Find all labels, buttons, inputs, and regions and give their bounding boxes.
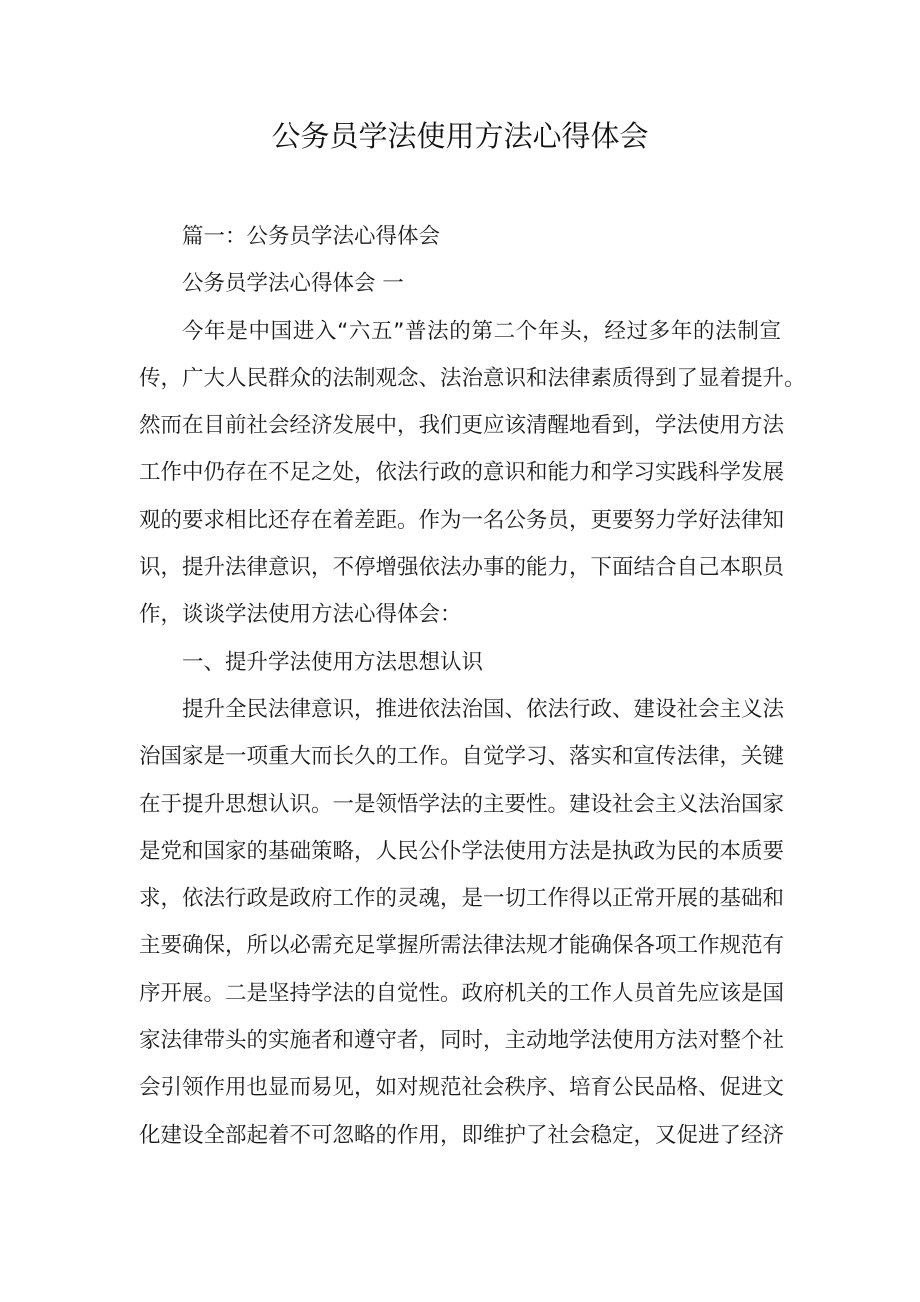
paragraph-line: 提升全民法律意识，推进依法治国、依法行政、建设社会主义法 <box>182 696 785 722</box>
paragraph-line: 识，提升法律意识，不停增强依法办事的能力，下面结合自己本职员 <box>139 555 785 581</box>
document-body <box>139 213 806 1159</box>
paragraph-line: 是党和国家的基础策略，人民公仆学法使用方法是执政为民的本质要 <box>139 838 785 864</box>
subsection-heading: 公务员学法心得体会 一 <box>182 271 404 297</box>
paragraph-line: 治国家是一项重大而长久的工作。自觉学习、落实和宣传法律，关键 <box>139 744 785 770</box>
paragraph-line: 主要确保，所以必需充足掌握所需法律法规才能确保各项工作规范有 <box>139 933 785 959</box>
paragraph-line: 作，谈谈学法使用方法心得体会： <box>139 602 462 628</box>
paragraph-line: 在于提升思想认识。一是领悟学法的主要性。建设社会主义法治国家 <box>139 791 785 817</box>
paragraph-line: 求，依法行政是政府工作的灵魂，是一切工作得以正常开展的基础和 <box>139 886 785 912</box>
paragraph-line: 会引领作用也显而易见，如对规范社会秩序、培育公民品格、促进文 <box>139 1075 785 1101</box>
section-heading: 篇一：公务员学法心得体会 <box>182 224 441 249</box>
document-title: 公务员学法使用方法心得体会 <box>271 119 649 153</box>
paragraph-line: 传，广大人民群众的法制观念、法治意识和法律素质得到了显着提升。 <box>139 365 806 391</box>
paragraph-line: 工作中仍存在不足之处，依法行政的意识和能力和学习实践科学发展 <box>139 460 785 486</box>
paragraph-line: 序开展。二是坚持学法的自觉性。政府机关的工作人员首先应该是国 <box>139 980 785 1006</box>
paragraph-line: 家法律带头的实施者和遵守者，同时，主动地学法使用方法对整个社 <box>139 1028 785 1054</box>
point-heading: 一、提升学法使用方法思想认识 <box>182 649 484 675</box>
paragraph-line: 然而在目前社会经济发展中，我们更应该清醒地看到，学法使用方法 <box>139 413 785 439</box>
paragraph-line: 今年是中国进入“六五”普法的第二个年头，经过多年的法制宣 <box>182 318 781 344</box>
paragraph-line: 化建设全部起着不可忽略的作用，即维护了社会稳定，又促进了经济 <box>139 1122 785 1148</box>
paragraph-line: 观的要求相比还存在着差距。作为一名公务员，更要努力学好法律知 <box>139 507 785 533</box>
